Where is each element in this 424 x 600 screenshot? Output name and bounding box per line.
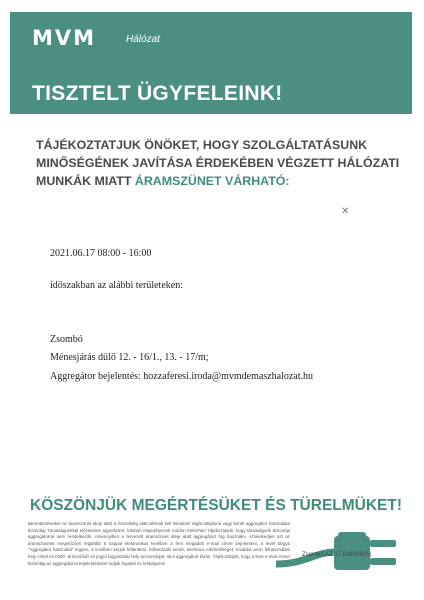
mvm-logo: MVM: [32, 26, 97, 50]
header-banner: [10, 12, 412, 114]
thanks-heading: KÖSZÖNJÜK MEGÉRTÉSÜKET ÉS TÜRELMÜKET!: [30, 497, 403, 514]
intro-body: TÁJÉKOZTATJUK ÖNÖKET, HOGY SZOLGÁLTATÁSUNK MINŐSÉGÉNEK JAVÍTÁSA ÉRDEKÉBEN VÉGZETT HÁLÓZATI MUNKÁK MIATT: [36, 138, 400, 188]
intro-text: [36, 136, 406, 190]
scan-mark: ✕: [341, 206, 350, 217]
plug-icon: [276, 508, 416, 593]
affected-area: Ménesjárás dűlő 12. - 16/1., 13. - 17/m;: [50, 352, 209, 363]
period-text: időszakban az alábbi területeken:: [50, 280, 183, 291]
page-title: TISZTELT ÜGYFELEINK!: [32, 82, 283, 105]
fine-print: Berendezéseiket az áramszünet ideje alatt is feszültség alatt állónak kell tekinteni! Saját tulajdonú vagy bérelt aggregátor használata kizárólag Társaságunkkal előzetesen egyeztetett, írásban engedélyezett módon történhet! Tájékoztatjuk, hogy társaságunk biztosítja aggregátorral nem rendelkezők. Amennyiben a tervezett áramszünet ideje alatt aggregátort fog használni, szíveskedjen azt az áramszünetet megelőzően legalább 5 nappal elektronikus levélben a fent megadott e-mail címre bejelenteni, a levél tárgya "Aggregátor használat" legyen, a levélben kérjük feltüntetni: felhasználó nevét, telefonos elérhetőségét, továbbá azon felhasználási hely címét és 0400 -al kezdődő 10 jegyű fogyasztási hely azonosítóját, ahol aggregátort kíván. Tájékoztatjuk, hogy a fenti e-mail címen kizárólag az aggregátorra bejelentéseket tudjuk fogadni és feldolgozni!: [28, 521, 290, 566]
logo-subtitle: Hálózat: [126, 34, 160, 45]
outage-highlight: ÁRAMSZÜNET VÁRHATÓ:: [134, 174, 290, 188]
town-name: Zsombó: [50, 334, 83, 345]
aggregator-label: Aggregátor bejelentés:: [50, 371, 141, 382]
aggregator-email: hozzaferesi.iroda@mvmdemaszhalozat.hu: [143, 371, 313, 382]
outage-datetime: 2021.06.17 08:00 - 16:00: [50, 248, 152, 259]
aggregator-line: [50, 371, 313, 382]
stamp-text: Zsombó AZ 17 DARAB(A): [302, 552, 372, 558]
